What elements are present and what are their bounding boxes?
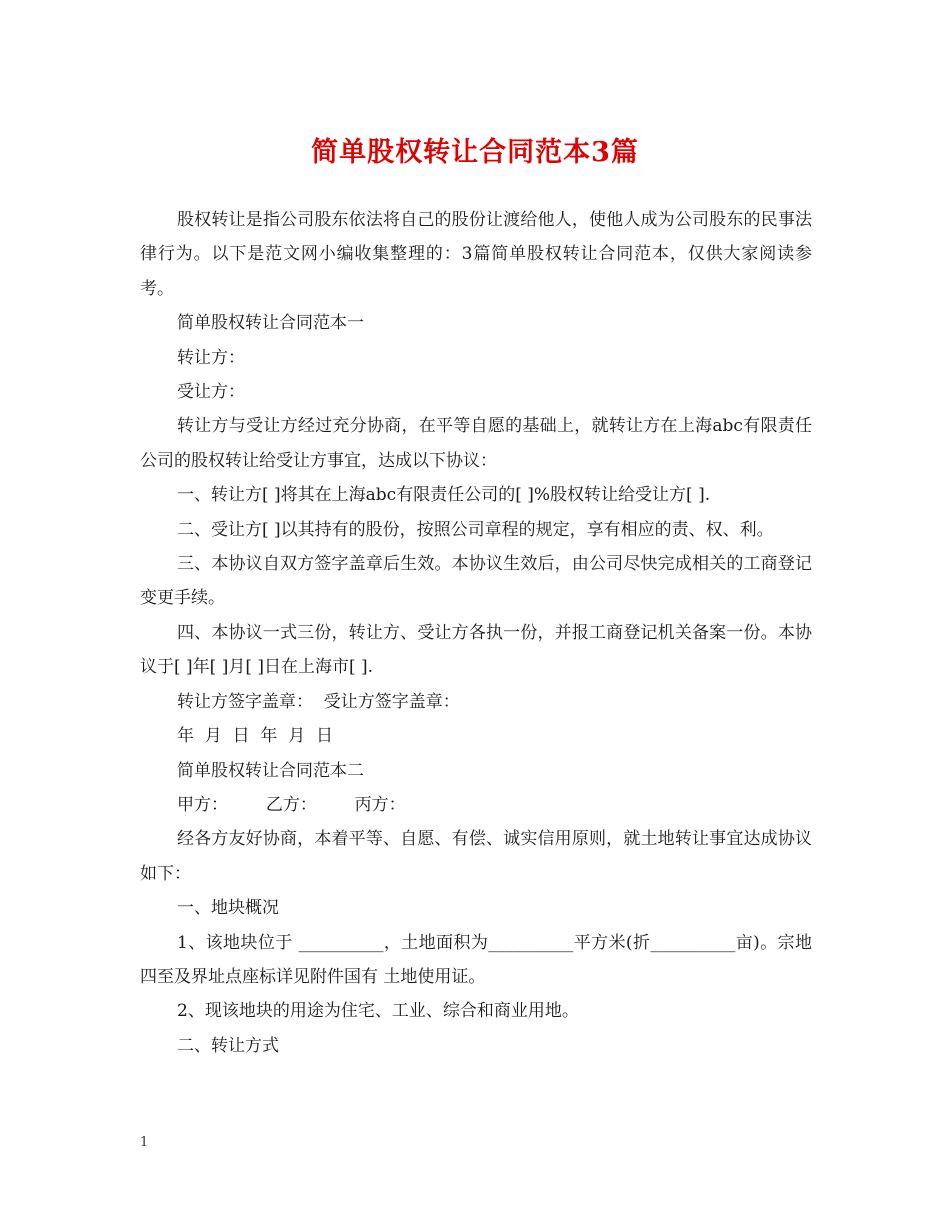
transferee-line: 受让方：	[177, 382, 245, 403]
transfer-method-heading: 二、转让方式	[177, 1035, 279, 1056]
land-location-clause: 1、该地块位于 __________，土地面积为__________平方米(折__________亩)。宗地四至及界址点座标详见附件国有 土地使用证。	[140, 932, 812, 987]
land-use-clause: 2、现该地块的用途为住宅、工业、综合和商业用地。	[177, 1001, 579, 1022]
land-overview-heading: 一、地块概况	[177, 898, 279, 919]
document-body	[140, 203, 812, 1063]
agreement-preamble: 转让方与受让方经过充分协商，在平等自愿的基础上，就转让方在上海abc有限责任公司的股权转让给受让方事宜，达成以下协议：	[140, 416, 812, 471]
transferor-line: 转让方：	[177, 347, 245, 368]
section-heading-template-two: 简单股权转让合同范本二	[177, 760, 364, 781]
clause-one: 一、转让方[ ]将其在上海abc有限责任公司的[ ]%股权转让给受让方[ ].	[177, 485, 711, 506]
clause-four: 四、本协议一式三份，转让方、受让方各执一份，并报工商登记机关备案一份。本协议于[ ]年[ ]月[ ]日在上海市[ ].	[140, 622, 812, 678]
agreement-intro-two: 经各方友好协商，本着平等、自愿、有偿、诚实信用原则，就土地转让事宜达成协议如下：	[140, 829, 812, 884]
date-line: 年 月 日 年 月 日	[177, 726, 334, 747]
clause-three: 三、本协议自双方签字盖章后生效。本协议生效后，由公司尽快完成相关的工商登记变更手续。	[140, 554, 812, 609]
document-title: 简单股权转让合同范本3篇	[311, 137, 639, 168]
signature-line: 转让方签字盖章： 受让方签字盖章：	[177, 691, 460, 712]
clause-two: 二、受让方[ ]以其持有的股份，按照公司章程的规定，享有相应的责、权、利。	[177, 519, 774, 540]
parties-line: 甲方： 乙方： 丙方：	[177, 794, 406, 815]
page-number: 1	[140, 1135, 149, 1150]
section-heading-template-one: 简单股权转让合同范本一	[177, 313, 364, 334]
intro-paragraph: 股权转让是指公司股东依法将自己的股份让渡给他人，使他人成为公司股东的民事法律行为。以下是范文网小编收集整理的：3篇简单股权转让合同范本，仅供大家阅读参考。	[140, 210, 812, 299]
